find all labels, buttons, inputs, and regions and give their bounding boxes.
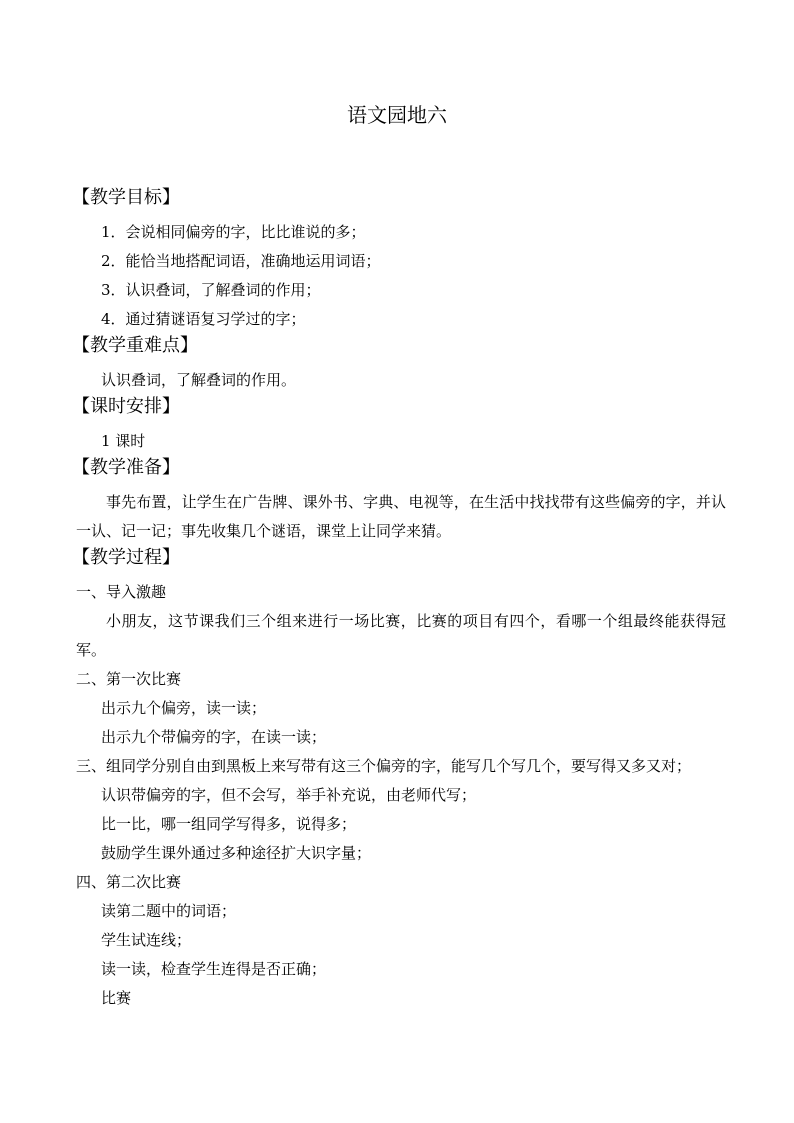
process-paragraph: 小朋友，这节课我们三个组来进行一场比赛，比赛的项目有四个，看哪一个组最终能获得冠军。 [76,612,726,659]
goal-item: 4．通过猜谜语复习学过的字； [101,310,306,328]
process-step: 读一读，检查学生连得是否正确； [101,960,327,978]
document-title: 语文园地六 [347,103,447,127]
heading-prep: 【教学准备】 [72,457,180,478]
process-step: 认识带偏旁的字，但不会写，举手补充说，由老师代写； [101,786,477,804]
process-step: 读第二题中的词语； [101,902,237,920]
goal-item: 1．会说相同偏旁的字，比比谁说的多； [101,223,366,241]
heading-goals: 【教学目标】 [72,187,180,208]
heading-process: 【教学过程】 [72,547,180,568]
process-section-title: 二、第一次比赛 [76,670,182,688]
heading-keypoints: 【教学重难点】 [72,335,198,356]
document-body [72,186,726,1013]
process-step: 比一比，哪一组同学写得多，说得多； [101,815,357,833]
heading-schedule: 【课时安排】 [72,396,180,417]
process-step: 比赛 [101,989,132,1007]
prep-paragraph: 事先布置，让学生在广告牌、课外书、字典、电视等，在生活中找找带有这些偏旁的字，并认一认、记一记；事先收集几个谜语，课堂上让同学来猜。 [76,493,726,540]
process-step: 学生试连线； [101,931,192,949]
goal-item: 3．认识叠词，了解叠词的作用； [101,281,321,299]
process-step: 出示九个偏旁，读一读； [101,699,267,717]
process-section-title: 一、导入激趣 [76,583,167,601]
process-section-title: 四、第二次比赛 [76,873,182,891]
process-section-title: 三、组同学分别自由到黑板上来写带有这三个偏旁的字，能写几个写几个，要写得又多又对； [76,757,692,775]
process-step: 出示九个带偏旁的字，在读一读； [101,728,327,746]
goal-item: 2．能恰当地搭配词语，准确地运用词语； [101,252,381,270]
process-step: 鼓励学生课外通过多种途径扩大识字量； [101,844,372,862]
schedule-text: 1 课时 [101,432,146,450]
keypoints-text: 认识叠词，了解叠词的作用。 [101,371,297,389]
